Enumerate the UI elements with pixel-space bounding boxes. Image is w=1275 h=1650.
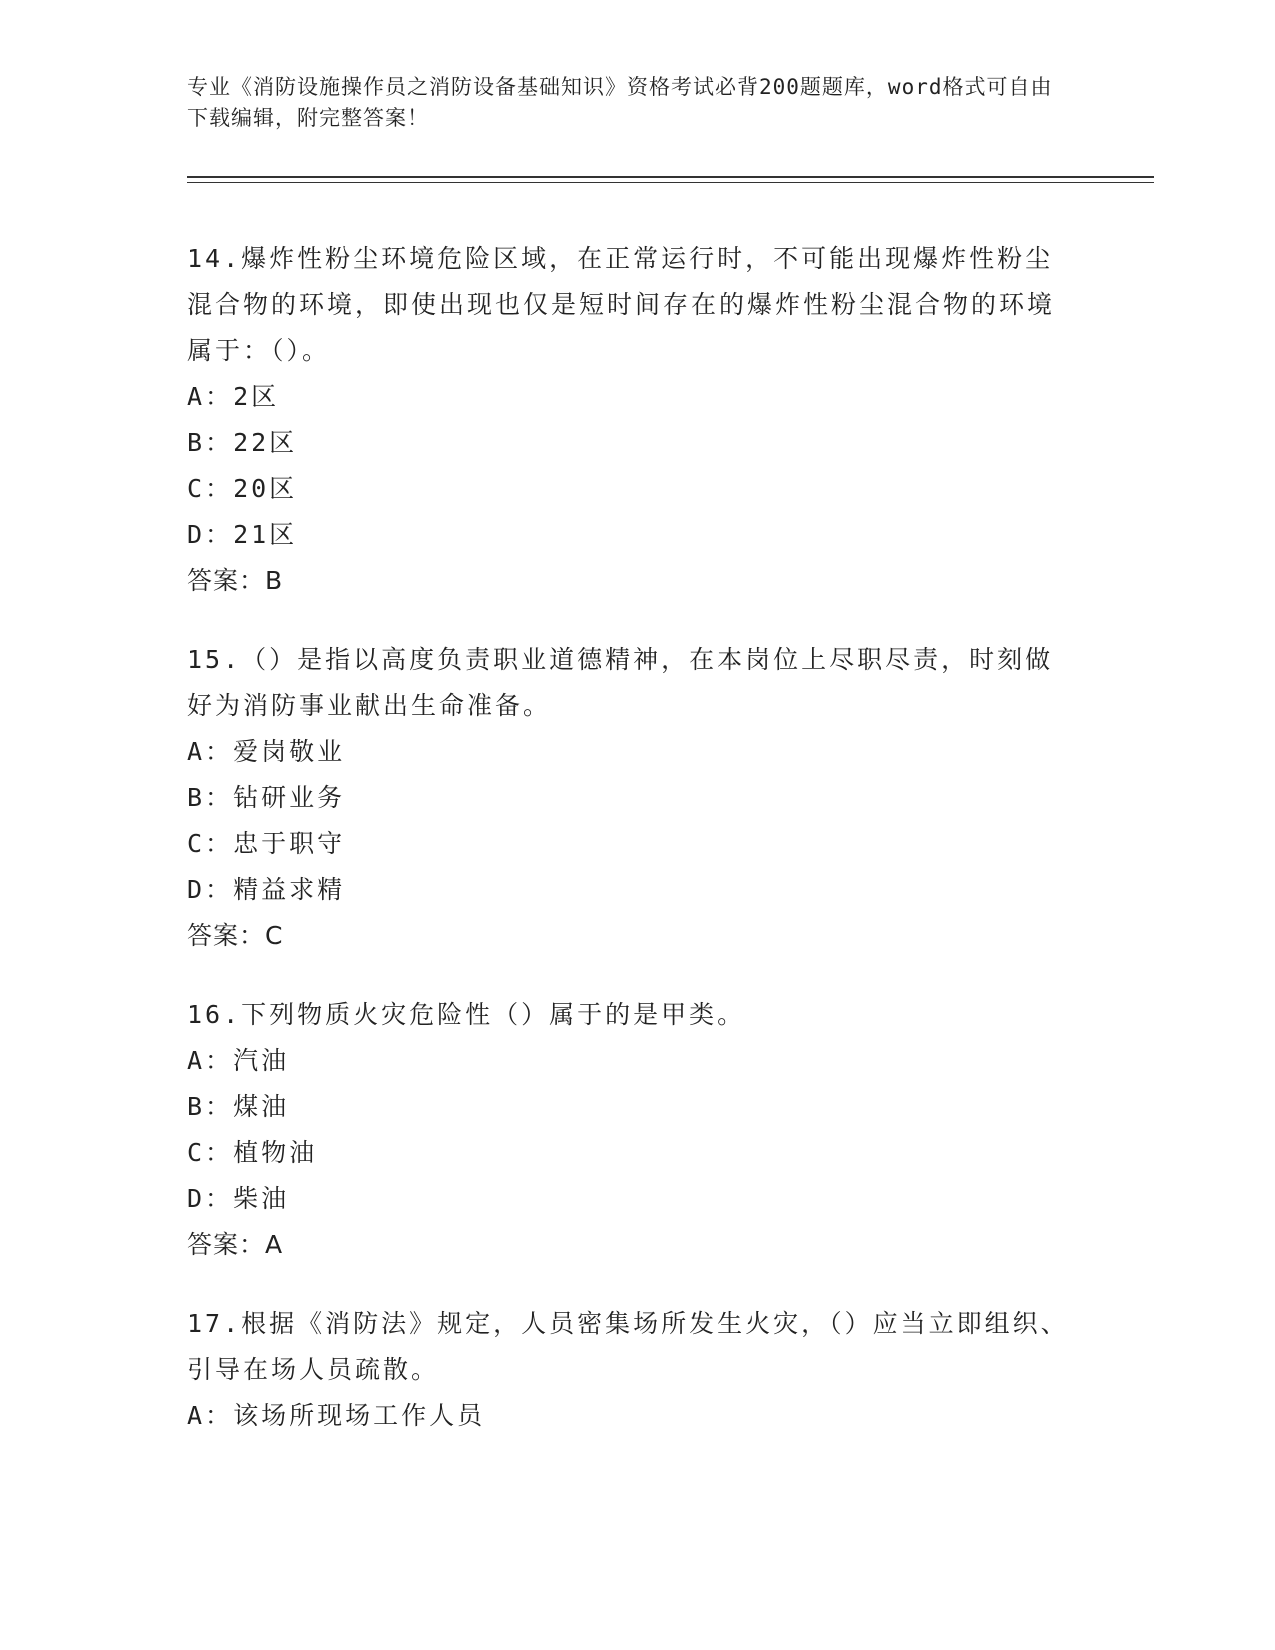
answer-line: 答案：A <box>187 1230 284 1259</box>
option-text: 煤油 <box>233 1092 290 1121</box>
option-letter: D： <box>187 875 234 904</box>
option-letter: C： <box>187 1138 234 1167</box>
option-d <box>187 1176 1077 1222</box>
option-letter: C： <box>187 474 234 503</box>
option-c <box>187 466 1077 512</box>
header-rule-bottom <box>187 182 1154 183</box>
option-letter: D： <box>187 1184 234 1213</box>
option-text: 植物油 <box>233 1138 318 1167</box>
option-text: 汽油 <box>233 1046 290 1075</box>
option-a <box>187 374 1077 420</box>
option-letter: C： <box>187 829 234 858</box>
option-text: 2区 <box>233 382 280 411</box>
option-a <box>187 729 1077 775</box>
option-letter: A： <box>187 1046 234 1075</box>
option-text: 该场所现场工作人员 <box>233 1401 486 1430</box>
option-letter: A： <box>187 737 234 766</box>
option-letter: A： <box>187 382 234 411</box>
option-c <box>187 1130 1077 1176</box>
option-text: 21区 <box>233 520 298 549</box>
answer-line: 答案：B <box>187 566 284 595</box>
option-letter: B： <box>187 783 234 812</box>
option-b <box>187 420 1077 466</box>
option-c <box>187 821 1077 867</box>
option-letter: B： <box>187 428 234 457</box>
option-b <box>187 775 1077 821</box>
question-14 <box>187 236 1077 604</box>
header-rule-top <box>187 176 1154 178</box>
question-17 <box>187 1301 1077 1439</box>
option-a <box>187 1038 1077 1084</box>
question-stem: 17.根据《消防法》规定，人员密集场所发生火灾，（）应当立即组织、引导在场人员疏散。 <box>187 1309 1069 1384</box>
question-15 <box>187 637 1077 959</box>
option-letter: A： <box>187 1401 234 1430</box>
option-d <box>187 512 1077 558</box>
question-16 <box>187 992 1077 1268</box>
answer-line: 答案：C <box>187 921 284 950</box>
question-stem: 14.爆炸性粉尘环境危险区域，在正常运行时，不可能出现爆炸性粉尘混合物的环境，即使出现也仅是短时间存在的爆炸性粉尘混合物的环境属于：（）。 <box>187 244 1056 365</box>
option-b <box>187 1084 1077 1130</box>
option-d <box>187 867 1077 913</box>
option-letter: D： <box>187 520 234 549</box>
question-list <box>187 236 1077 1472</box>
option-letter: B： <box>187 1092 234 1121</box>
option-text: 爱岗敬业 <box>233 737 346 766</box>
option-text: 20区 <box>233 474 298 503</box>
option-text: 精益求精 <box>233 875 346 904</box>
question-stem: 16.下列物质火灾危险性（）属于的是甲类。 <box>187 1000 746 1029</box>
option-text: 柴油 <box>233 1184 290 1213</box>
option-text: 钻研业务 <box>233 783 346 812</box>
option-text: 忠于职守 <box>233 829 346 858</box>
option-a <box>187 1393 1077 1439</box>
document-header: 专业《消防设施操作员之消防设备基础知识》资格考试必背200题题库，word格式可自由下载编辑，附完整答案！ <box>187 75 1053 130</box>
option-text: 22区 <box>233 428 298 457</box>
question-stem: 15.（）是指以高度负责职业道德精神，在本岗位上尽职尽责，时刻做好为消防事业献出生命准备。 <box>187 645 1054 720</box>
